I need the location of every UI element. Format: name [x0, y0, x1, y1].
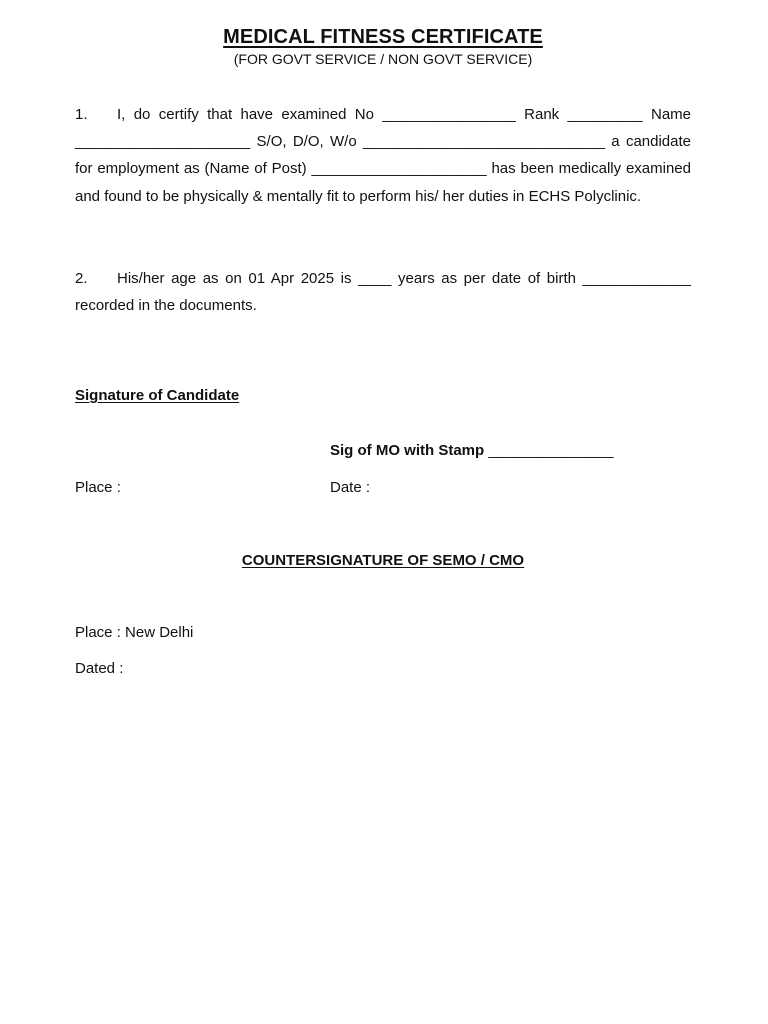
paragraph-2-text: His/her age as on 01 Apr 2025 is ____ years as per date of birth _____________ recorded in the documents.	[75, 270, 691, 315]
place-new-delhi: Place : New Delhi	[75, 624, 194, 641]
certificate-subtitle: (FOR GOVT SERVICE / NON GOVT SERVICE)	[233, 51, 533, 67]
paragraph-2	[75, 265, 691, 319]
certificate-title	[0, 26, 766, 49]
paragraph-1	[75, 101, 691, 210]
paragraph-1-text: I, do certify that have examined No ________________ Rank _________ Name _____________________ S/O, D/O, W/o _____________________________ a candidate for employment as (Name of Post) _____________________ has been medically examined and found to be physically & mentally fit to perform his/ her duties in ECHS Polyclinic.	[75, 106, 691, 205]
mo-signature-line	[330, 442, 613, 459]
certificate-title-text: MEDICAL FITNESS CERTIFICATE	[223, 26, 543, 48]
signature-of-candidate-label: Signature of Candidate	[75, 387, 240, 404]
dated-label: Dated :	[75, 660, 124, 677]
paragraph-2-number: 2.	[75, 270, 88, 287]
countersignature-heading-text: COUNTERSIGNATURE OF SEMO / CMO	[241, 552, 525, 569]
paragraph-1-number: 1.	[75, 106, 88, 123]
place-label: Place :	[75, 479, 121, 496]
mo-signature-label: Sig of MO with Stamp	[330, 442, 485, 459]
mo-signature-blank: _______________	[484, 442, 614, 459]
date-label: Date :	[330, 479, 371, 496]
countersignature-heading	[0, 552, 766, 569]
